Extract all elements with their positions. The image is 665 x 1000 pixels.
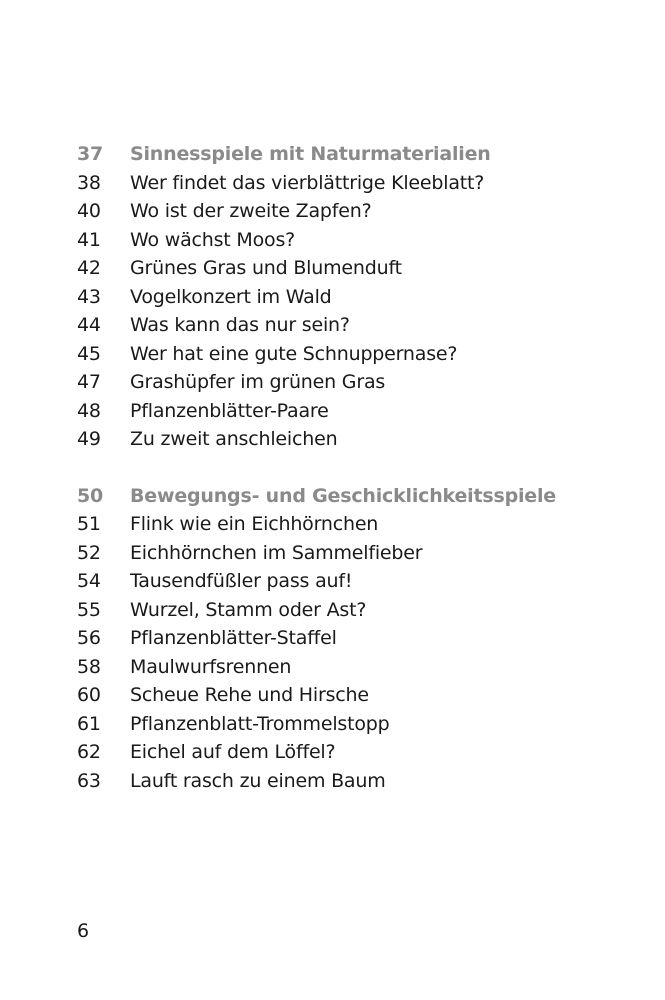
toc-page-number: 42	[77, 257, 101, 279]
toc-entry	[77, 710, 597, 739]
toc-section-heading	[77, 482, 597, 511]
toc-entry-title: Wer findet das vierblättrige Kleeblatt?	[130, 171, 485, 194]
toc-entry	[77, 254, 597, 283]
toc-entry	[77, 368, 597, 397]
toc-page-number: 62	[77, 741, 101, 763]
toc-page-number: 45	[77, 342, 101, 365]
toc-entry-title: Eichel auf dem Löffel?	[130, 741, 336, 763]
toc-section-heading	[77, 140, 597, 169]
toc-page-number: 38	[77, 171, 101, 194]
toc-page-number: 55	[77, 598, 101, 621]
toc-section-sensory-games	[77, 140, 597, 454]
toc-page-number: 37	[77, 143, 104, 165]
toc-page-number: 40	[77, 200, 101, 222]
toc-page-number: 60	[77, 684, 101, 706]
toc-entry	[77, 767, 597, 796]
toc-entry-title: Tausendfüßler pass auf!	[130, 570, 353, 592]
toc-entry	[77, 311, 597, 340]
toc-entry-title: Wo wächst Moos?	[130, 228, 296, 251]
toc-entry	[77, 624, 597, 653]
table-of-contents	[77, 140, 597, 795]
toc-entry	[77, 169, 597, 198]
toc-page-number: 63	[77, 769, 101, 792]
toc-page-number: 41	[77, 228, 101, 251]
toc-entry-title: Was kann das nur sein?	[130, 314, 350, 336]
toc-entry	[77, 510, 597, 539]
toc-entry-title: Grünes Gras und Blumenduft	[130, 257, 402, 279]
toc-entry	[77, 425, 597, 454]
toc-entry	[77, 653, 597, 682]
toc-entry-title: Maulwurfsrennen	[130, 655, 292, 678]
toc-page-number: 58	[77, 655, 101, 678]
toc-entry	[77, 340, 597, 369]
toc-page-number: 54	[77, 570, 101, 592]
toc-page-number: 52	[77, 541, 101, 564]
toc-heading-title: Sinnesspiele mit Naturmaterialien	[130, 143, 491, 165]
toc-entry	[77, 539, 597, 568]
toc-section-movement-games	[77, 482, 597, 796]
toc-entry	[77, 738, 597, 767]
toc-entry-title: Pflanzenblatt-Trommelstopp	[130, 712, 390, 735]
toc-entry	[77, 197, 597, 226]
toc-page-number: 51	[77, 513, 101, 535]
toc-entry-title: Eichhörnchen im Sammelfieber	[130, 541, 423, 564]
toc-page-number: 44	[77, 314, 101, 336]
toc-page-number: 49	[77, 428, 101, 450]
toc-entry	[77, 283, 597, 312]
toc-entry-title: Lauft rasch zu einem Baum	[130, 769, 386, 792]
page-footer-number: 6	[77, 920, 90, 942]
toc-entry	[77, 397, 597, 426]
toc-page-number: 48	[77, 399, 101, 422]
toc-entry-title: Grashüpfer im grünen Gras	[130, 371, 386, 393]
toc-entry	[77, 226, 597, 255]
toc-page-number: 61	[77, 712, 101, 735]
toc-entry	[77, 596, 597, 625]
toc-entry-title: Vogelkonzert im Wald	[130, 285, 332, 308]
toc-page-number: 47	[77, 371, 101, 393]
toc-entry-title: Wurzel, Stamm oder Ast?	[130, 598, 367, 621]
toc-entry-title: Pflanzenblätter-Paare	[130, 399, 329, 422]
toc-entry-title: Wo ist der zweite Zapfen?	[130, 200, 372, 222]
toc-entry	[77, 681, 597, 710]
toc-page-number: 43	[77, 285, 101, 308]
toc-entry	[77, 567, 597, 596]
toc-page-number: 50	[77, 484, 104, 507]
toc-entry-title: Scheue Rehe und Hirsche	[130, 684, 369, 706]
toc-entry-title: Pflanzenblätter-Staffel	[130, 627, 337, 649]
toc-page-number: 56	[77, 627, 101, 649]
toc-heading-title: Bewegungs- und Geschicklichkeitsspiele	[130, 484, 556, 507]
toc-entry-title: Flink wie ein Eichhörnchen	[130, 513, 379, 535]
toc-entry-title: Wer hat eine gute Schnuppernase?	[130, 342, 458, 365]
toc-entry-title: Zu zweit anschleichen	[130, 428, 338, 450]
